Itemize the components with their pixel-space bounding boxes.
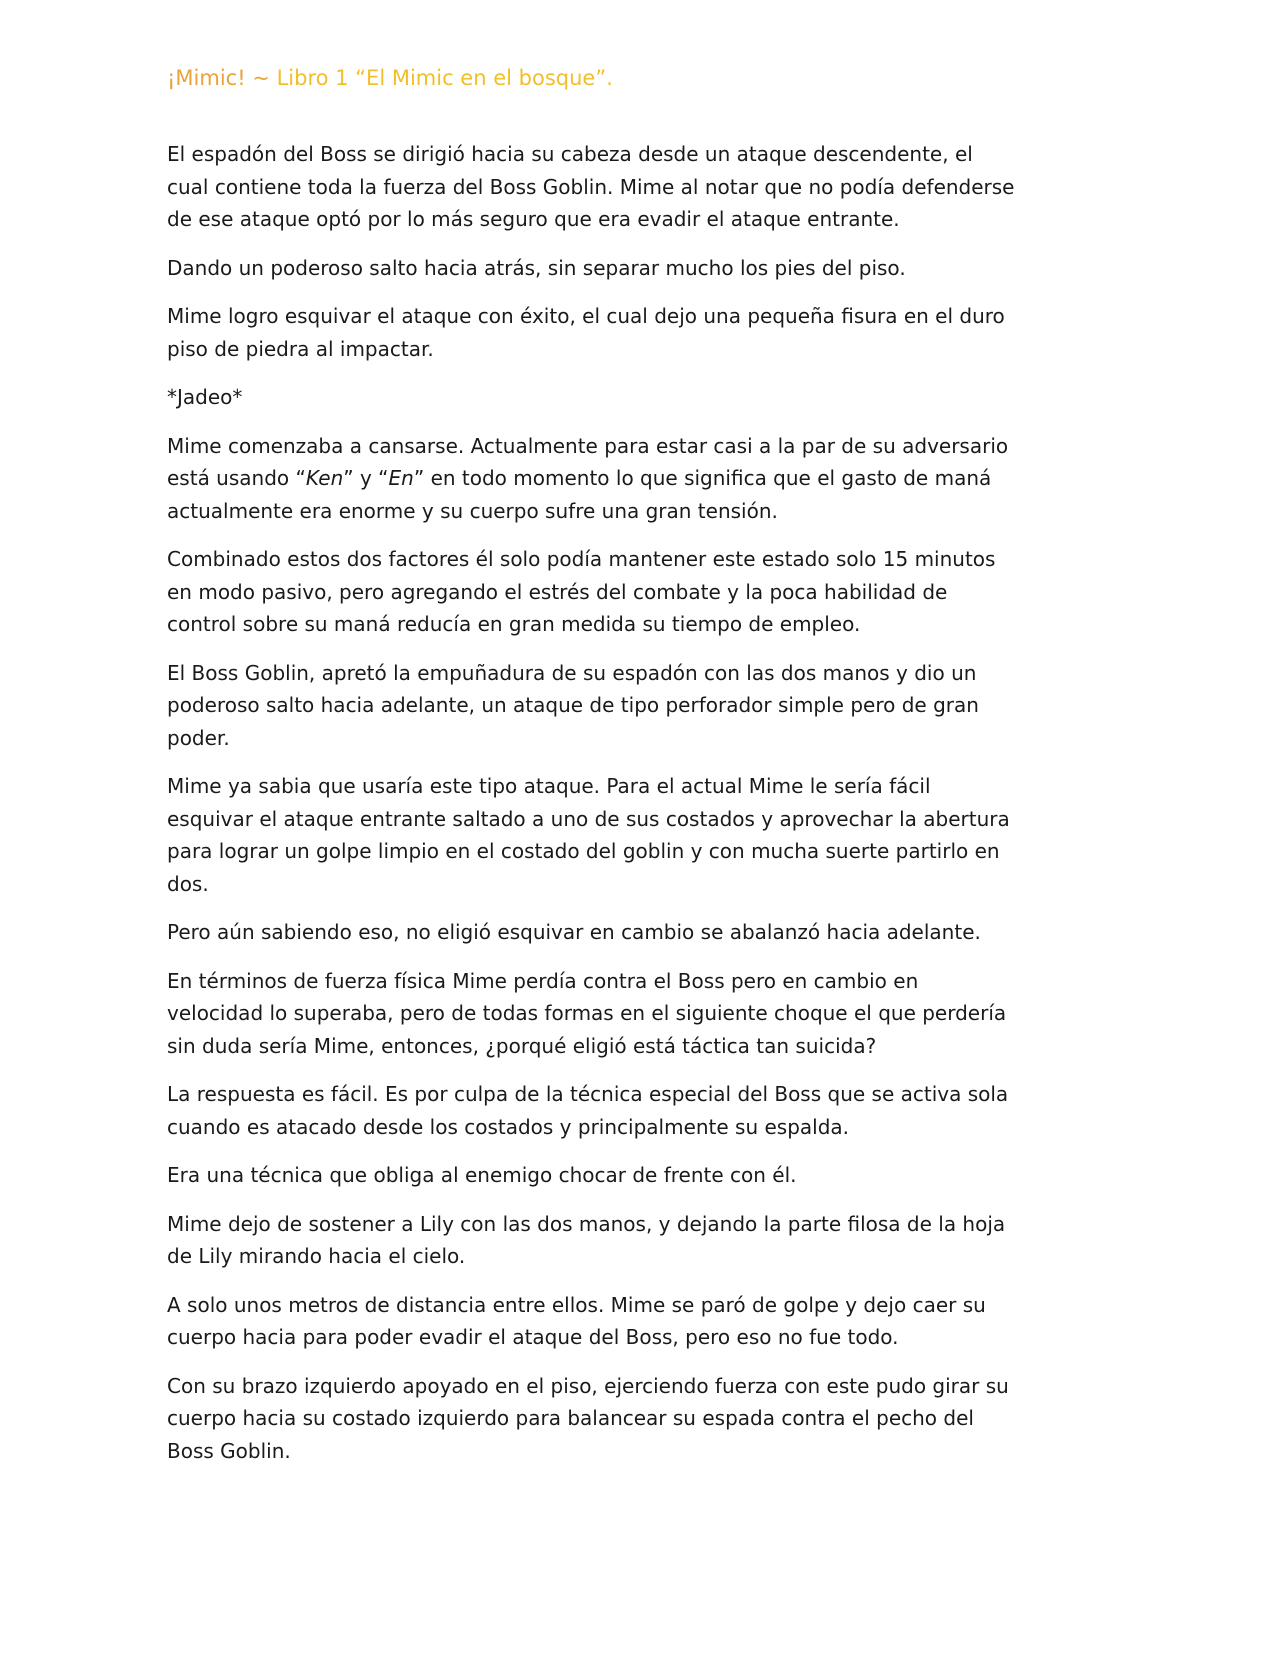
- running-header: [167, 66, 1067, 91]
- paragraph: [167, 430, 1017, 528]
- book-title: Libro 1 “El Mimic en el bosque”.: [269, 66, 613, 90]
- series-title: ¡Mimic! ~: [167, 66, 270, 90]
- paragraph: La respuesta es fácil. Es por culpa de la técnica especial del Boss que se activa sola cuando es atacado desde los costados y principalmente su espalda.: [167, 1082, 1009, 1139]
- paragraph: El espadón del Boss se dirigió hacia su cabeza desde un ataque descendente, el cual contiene toda la fuerza del Boss Goblin. Mime al notar que no podía defenderse de ese ataque optó por lo más seguro que era evadir el ataque entrante.: [167, 142, 1015, 231]
- paragraph-segment: ” en todo momento lo que significa que el gasto de maná actualmente era enorme y su cuerpo sufre una gran tensión.: [167, 466, 992, 523]
- paragraph: A solo unos metros de distancia entre ellos. Mime se paró de golpe y dejo caer su cuerpo hacia para poder evadir el ataque del Boss, pero eso no fue todo.: [167, 1292, 986, 1349]
- paragraph: Mime dejo de sostener a Lily con las dos manos, y dejando la parte filosa de la hoja de Lily mirando hacia el cielo.: [167, 1211, 1006, 1268]
- paragraph: Dando un poderoso salto hacia atrás, sin separar mucho los pies del piso.: [167, 255, 906, 280]
- paragraph: Mime logro esquivar el ataque con éxito, el cual dejo una pequeña fisura en el duro piso de piedra al impactar.: [167, 304, 1005, 361]
- paragraph: Pero aún sabiendo eso, no eligió esquivar en cambio se abalanzó hacia adelante.: [167, 920, 981, 944]
- paragraph-segment: Mime comenzaba a cansarse. Actualmente para estar casi a la par de su adversario está usando “: [167, 433, 1009, 490]
- paragraph: Combinado estos dos factores él solo podía mantener este estado solo 15 minutos en modo pasivo, pero agregando el estrés del combate y la poca habilidad de control sobre su maná reducía en gran medida su tiempo de empleo.: [167, 547, 996, 636]
- paragraph: Con su brazo izquierdo apoyado en el piso, ejerciendo fuerza con este pudo girar su cuerpo hacia su costado izquierdo para balancear su espada contra el pecho del Boss Goblin.: [167, 1373, 1009, 1463]
- chapter-body: [167, 138, 1017, 1483]
- paragraph: Era una técnica que obliga al enemigo chocar de frente con él.: [167, 1163, 797, 1187]
- paragraph: El Boss Goblin, apretó la empuñadura de su espadón con las dos manos y dio un poderoso salto hacia adelante, un ataque de tipo perforador simple pero de gran poder.: [167, 660, 979, 750]
- paragraph: Mime ya sabia que usaría este tipo ataque. Para el actual Mime le sería fácil esquivar el ataque entrante saltado a uno de sus costados y aprovechar la abertura para lograr un golpe limpio en el costado del goblin y con mucha suerte partirlo en dos.: [167, 774, 1010, 896]
- technique-name-en: En: [388, 466, 414, 490]
- technique-name-ken: Ken: [305, 466, 344, 490]
- paragraph: En términos de fuerza física Mime perdía contra el Boss pero en cambio en velocidad lo superaba, pero de todas formas en el siguiente choque el que perdería sin duda sería Mime, entonces, ¿porqué eligió está táctica tan suicida?: [167, 968, 1007, 1058]
- paragraph-segment: ” y “: [343, 466, 389, 490]
- paragraph: *Jadeo*: [167, 385, 243, 409]
